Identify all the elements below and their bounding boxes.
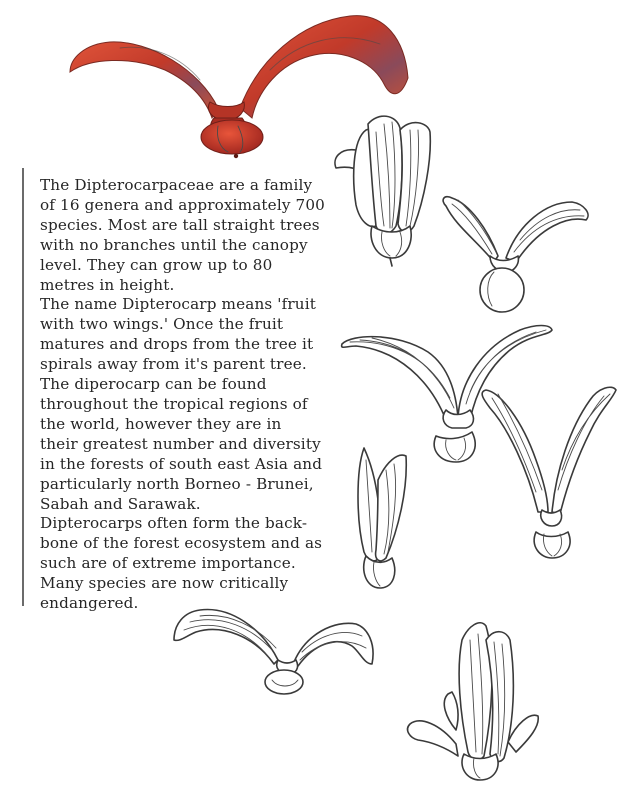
- text-line: of 16 genera and approximately 700: [40, 195, 325, 214]
- text-line: the world, however they are in: [40, 414, 282, 433]
- text-line: Dipterocarps often form the back-: [40, 514, 308, 533]
- text-line: with no branches until the canopy: [40, 235, 308, 254]
- text-line: with two wings.' Once the fruit: [40, 315, 284, 334]
- text-line: particularly north Borneo - Brunei,: [40, 474, 314, 493]
- text-line: level. They can grow up to 80: [40, 255, 273, 274]
- sketch-fruit-long-wings-tall: [482, 387, 616, 558]
- text-line: endangered.: [40, 594, 139, 613]
- text-line: spirals away from it's parent tree.: [40, 355, 307, 374]
- text-line: The Dipterocarpaceae are a family: [40, 176, 313, 194]
- text-line: species. Most are tall straight trees: [40, 215, 320, 234]
- sketch-fruit-five-wings: [408, 623, 539, 780]
- sketch-fruit-closed-wings: [358, 448, 406, 588]
- text-line: metres in height.: [40, 275, 175, 294]
- article-text: [40, 176, 362, 614]
- text-line: in the forests of south east Asia and: [40, 454, 323, 473]
- sketch-fruit-broad-wings: [174, 610, 373, 694]
- text-line: matures and drops from the tree it: [40, 335, 314, 354]
- margin-rule: [22, 168, 24, 606]
- text-line: their greatest number and diversity: [40, 434, 321, 453]
- painted-red-winged-fruit: [70, 16, 408, 159]
- text-line: Many species are now critically: [40, 574, 289, 593]
- text-line: Sabah and Sarawak.: [40, 494, 201, 513]
- text-line: The name Dipterocarp means 'fruit: [40, 295, 316, 314]
- text-line: throughout the tropical regions of: [40, 394, 308, 413]
- text-line: bone of the forest ecosystem and as: [40, 534, 323, 553]
- text-line: The diperocarp can be found: [40, 375, 267, 394]
- text-line: such are of extreme importance.: [40, 554, 296, 573]
- sketch-fruit-spread-wings-small: [443, 197, 588, 312]
